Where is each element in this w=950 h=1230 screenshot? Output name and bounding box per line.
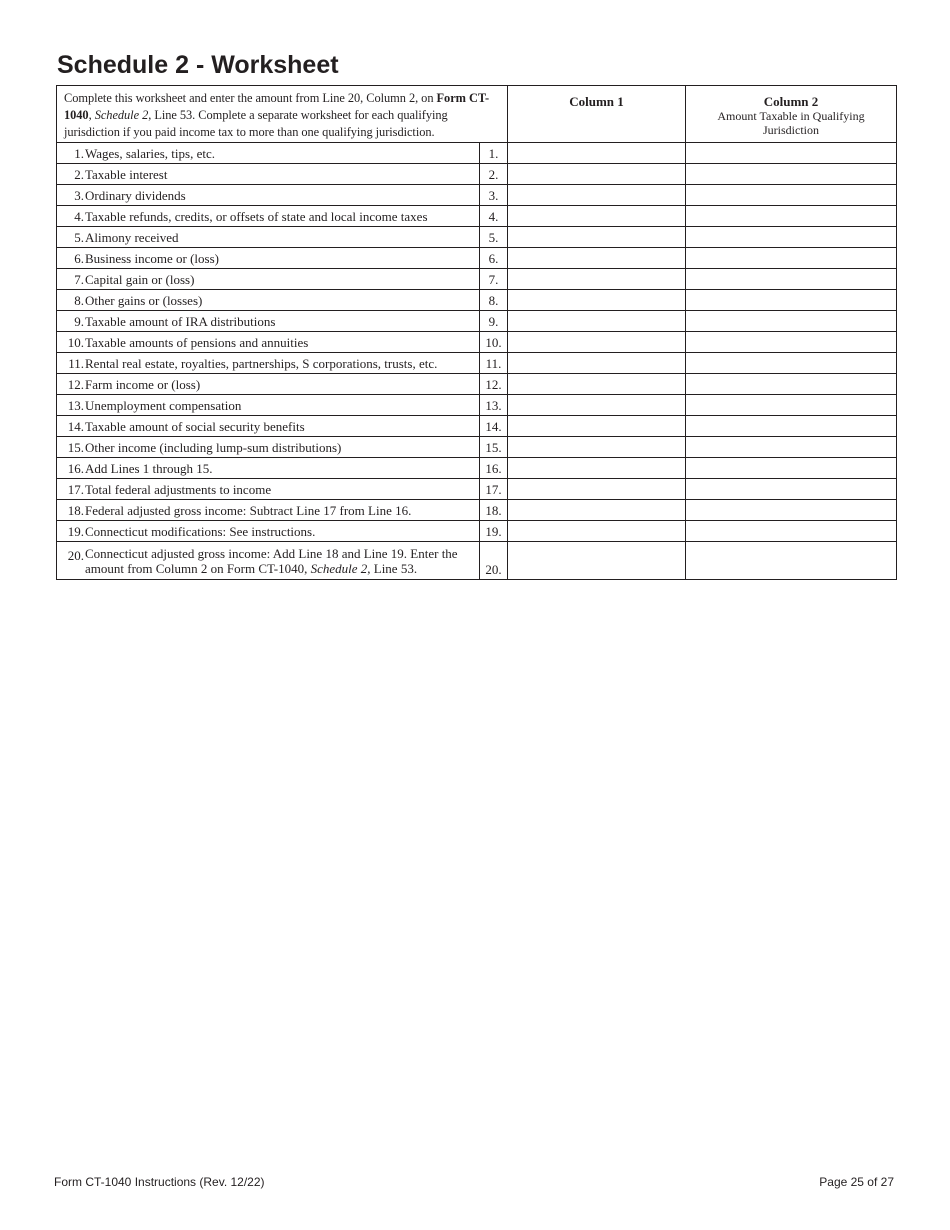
worksheet-line-9 bbox=[57, 311, 897, 332]
column-1-amount-field[interactable] bbox=[508, 290, 686, 311]
line-label: Unemployment compensation bbox=[85, 398, 242, 413]
line-number: 3. bbox=[74, 188, 84, 203]
line-label: Rental real estate, royalties, partnerships, S corporations, trusts, etc. bbox=[85, 356, 438, 371]
line-20-label-2: , Line 53. bbox=[367, 561, 418, 576]
line-number: 11. bbox=[68, 356, 84, 371]
column-2-header bbox=[686, 86, 897, 143]
column-2-amount-field[interactable] bbox=[686, 311, 897, 332]
line-description bbox=[57, 353, 480, 374]
column-2-amount-field[interactable] bbox=[686, 164, 897, 185]
column-1-amount-field[interactable] bbox=[508, 395, 686, 416]
line-label: Wages, salaries, tips, etc. bbox=[85, 146, 215, 161]
line-description bbox=[57, 437, 480, 458]
column-2-amount-field[interactable] bbox=[686, 500, 897, 521]
line-number: 7. bbox=[74, 272, 84, 287]
line-number: 14. bbox=[67, 419, 84, 434]
worksheet-line-6 bbox=[57, 248, 897, 269]
line-20-label-1: Connecticut adjusted gross income: Add Line 18 and Line 19. Enter the amount from Column 2 on Form CT-1040, bbox=[85, 546, 458, 576]
worksheet-line-1 bbox=[57, 143, 897, 164]
column-1-amount-field[interactable] bbox=[508, 521, 686, 542]
line-description bbox=[57, 248, 480, 269]
line-20-schedule-name: Schedule 2 bbox=[310, 561, 368, 576]
worksheet-table bbox=[56, 85, 897, 580]
line-description bbox=[57, 206, 480, 227]
line-number: 4. bbox=[74, 209, 84, 224]
line-ref: 2. bbox=[480, 164, 508, 185]
column-1-title: Column 1 bbox=[569, 94, 624, 109]
column-1-amount-field[interactable] bbox=[508, 332, 686, 353]
page-title: Schedule 2 - Worksheet bbox=[57, 51, 339, 79]
line-description bbox=[57, 374, 480, 395]
line-ref: 11. bbox=[480, 353, 508, 374]
column-2-amount-field[interactable] bbox=[686, 227, 897, 248]
column-2-amount-field[interactable] bbox=[686, 416, 897, 437]
column-2-amount-field[interactable] bbox=[686, 458, 897, 479]
line-description bbox=[57, 311, 480, 332]
column-2-amount-field[interactable] bbox=[686, 479, 897, 500]
worksheet-line-13 bbox=[57, 395, 897, 416]
column-1-amount-field[interactable] bbox=[508, 269, 686, 290]
line-number: 9. bbox=[74, 314, 84, 329]
line-description bbox=[57, 458, 480, 479]
line-number: 17. bbox=[67, 482, 84, 497]
column-1-amount-field[interactable] bbox=[508, 164, 686, 185]
footer-form-revision: Form CT-1040 Instructions (Rev. 12/22) bbox=[54, 1175, 265, 1189]
line-number: 2. bbox=[74, 167, 84, 182]
column-1-amount-field[interactable] bbox=[508, 185, 686, 206]
intro-text-1: Complete this worksheet and enter the amount from Line 20, Column 2, on bbox=[64, 91, 437, 105]
column-1-amount-field[interactable] bbox=[508, 143, 686, 164]
line-label: Taxable interest bbox=[85, 167, 168, 182]
line-label: Other income (including lump-sum distributions) bbox=[85, 440, 342, 455]
intro-form-name: Form CT-1040 bbox=[64, 91, 490, 122]
column-2-amount-field[interactable] bbox=[686, 290, 897, 311]
line-description bbox=[57, 416, 480, 437]
line-label: Farm income or (loss) bbox=[85, 377, 201, 392]
instructions-cell bbox=[57, 86, 508, 143]
line-label: Add Lines 1 through 15. bbox=[85, 461, 213, 476]
line-number: 5. bbox=[74, 230, 84, 245]
column-1-amount-field[interactable] bbox=[508, 500, 686, 521]
line-description bbox=[57, 479, 480, 500]
intro-text-2: , bbox=[88, 108, 95, 122]
line-number: 6. bbox=[74, 251, 84, 266]
column-2-amount-field[interactable] bbox=[686, 542, 897, 580]
column-1-amount-field[interactable] bbox=[508, 248, 686, 269]
line-number: 19. bbox=[67, 524, 84, 539]
line-label bbox=[85, 546, 479, 576]
line-description bbox=[57, 395, 480, 416]
line-label: Total federal adjustments to income bbox=[85, 482, 272, 497]
line-label: Federal adjusted gross income: Subtract Line 17 from Line 16. bbox=[85, 503, 412, 518]
line-number: 8. bbox=[74, 293, 84, 308]
line-label: Other gains or (losses) bbox=[85, 293, 203, 308]
worksheet-line-8 bbox=[57, 290, 897, 311]
line-ref: 9. bbox=[480, 311, 508, 332]
line-description bbox=[57, 143, 480, 164]
line-ref: 16. bbox=[480, 458, 508, 479]
column-1-amount-field[interactable] bbox=[508, 206, 686, 227]
worksheet-line-16 bbox=[57, 458, 897, 479]
line-description bbox=[57, 500, 480, 521]
line-number: 13. bbox=[67, 398, 84, 413]
column-2-amount-field[interactable] bbox=[686, 206, 897, 227]
worksheet-line-20 bbox=[57, 542, 897, 580]
line-ref: 12. bbox=[480, 374, 508, 395]
column-1-amount-field[interactable] bbox=[508, 353, 686, 374]
line-ref: 13. bbox=[480, 395, 508, 416]
column-2-amount-field[interactable] bbox=[686, 374, 897, 395]
line-ref: 6. bbox=[480, 248, 508, 269]
column-1-amount-field[interactable] bbox=[508, 416, 686, 437]
line-description bbox=[57, 164, 480, 185]
line-description bbox=[57, 227, 480, 248]
column-2-amount-field[interactable] bbox=[686, 248, 897, 269]
worksheet-line-5 bbox=[57, 227, 897, 248]
column-2-amount-field[interactable] bbox=[686, 143, 897, 164]
worksheet-line-17 bbox=[57, 479, 897, 500]
column-2-title: Column 2 bbox=[763, 94, 819, 109]
line-label: Alimony received bbox=[85, 230, 179, 245]
line-number: 10. bbox=[67, 335, 84, 350]
column-2-amount-field[interactable] bbox=[686, 269, 897, 290]
line-ref: 17. bbox=[480, 479, 508, 500]
line-label: Taxable amounts of pensions and annuities bbox=[85, 335, 309, 350]
line-number: 1. bbox=[74, 146, 84, 161]
intro-schedule-name: Schedule 2 bbox=[94, 108, 149, 122]
line-label: Capital gain or (loss) bbox=[85, 272, 195, 287]
column-2-amount-field[interactable] bbox=[686, 437, 897, 458]
line-ref: 5. bbox=[480, 227, 508, 248]
column-2-amount-field[interactable] bbox=[686, 395, 897, 416]
line-description bbox=[57, 332, 480, 353]
line-description bbox=[57, 290, 480, 311]
line-ref: 8. bbox=[480, 290, 508, 311]
line-ref: 3. bbox=[480, 185, 508, 206]
line-ref: 4. bbox=[480, 206, 508, 227]
worksheet-line-7 bbox=[57, 269, 897, 290]
line-label: Taxable amount of IRA distributions bbox=[85, 314, 276, 329]
line-description bbox=[57, 521, 480, 542]
column-1-amount-field[interactable] bbox=[508, 374, 686, 395]
column-1-amount-field[interactable] bbox=[508, 542, 686, 580]
column-1-amount-field[interactable] bbox=[508, 479, 686, 500]
line-ref: 18. bbox=[480, 500, 508, 521]
line-ref: 20. bbox=[480, 542, 508, 580]
line-number: 12. bbox=[67, 377, 84, 392]
column-1-header bbox=[508, 86, 686, 143]
line-number: 15. bbox=[67, 440, 84, 455]
column-1-amount-field[interactable] bbox=[508, 458, 686, 479]
column-2-amount-field[interactable] bbox=[686, 521, 897, 542]
line-number: 18. bbox=[67, 503, 84, 518]
instructions-text bbox=[57, 86, 507, 141]
worksheet-line-10 bbox=[57, 332, 897, 353]
line-label: Taxable refunds, credits, or offsets of state and local income taxes bbox=[85, 209, 428, 224]
column-2-amount-field[interactable] bbox=[686, 353, 897, 374]
column-2-subtitle: Amount Taxable in Qualifying Jurisdiction bbox=[717, 109, 865, 137]
worksheet-line-18 bbox=[57, 500, 897, 521]
line-label: Connecticut modifications: See instructions. bbox=[85, 524, 316, 539]
column-2-amount-field[interactable] bbox=[686, 332, 897, 353]
line-description bbox=[57, 542, 480, 580]
line-description bbox=[57, 185, 480, 206]
worksheet-line-3 bbox=[57, 185, 897, 206]
line-ref: 10. bbox=[480, 332, 508, 353]
worksheet-line-15 bbox=[57, 437, 897, 458]
column-1-amount-field[interactable] bbox=[508, 311, 686, 332]
line-ref: 1. bbox=[480, 143, 508, 164]
column-2-amount-field[interactable] bbox=[686, 185, 897, 206]
line-ref: 7. bbox=[480, 269, 508, 290]
worksheet-line-19 bbox=[57, 521, 897, 542]
line-ref: 15. bbox=[480, 437, 508, 458]
column-1-amount-field[interactable] bbox=[508, 437, 686, 458]
line-label: Taxable amount of social security benefits bbox=[85, 419, 305, 434]
worksheet-line-12 bbox=[57, 374, 897, 395]
line-ref: 14. bbox=[480, 416, 508, 437]
line-label: Ordinary dividends bbox=[85, 188, 186, 203]
worksheet-line-4 bbox=[57, 206, 897, 227]
intro-text-3: , Line 53. Complete a separate worksheet for each qualifying jurisdiction if you paid income tax to more than one qualifying jurisdiction. bbox=[64, 108, 448, 139]
worksheet-line-2 bbox=[57, 164, 897, 185]
line-ref: 19. bbox=[480, 521, 508, 542]
header-row bbox=[57, 86, 897, 143]
footer-page-number: Page 25 of 27 bbox=[819, 1175, 894, 1189]
worksheet-line-14 bbox=[57, 416, 897, 437]
line-number: 16. bbox=[67, 461, 84, 476]
line-label: Business income or (loss) bbox=[85, 251, 219, 266]
line-description bbox=[57, 269, 480, 290]
line-number: 20. bbox=[67, 548, 84, 563]
worksheet-line-11 bbox=[57, 353, 897, 374]
column-1-amount-field[interactable] bbox=[508, 227, 686, 248]
